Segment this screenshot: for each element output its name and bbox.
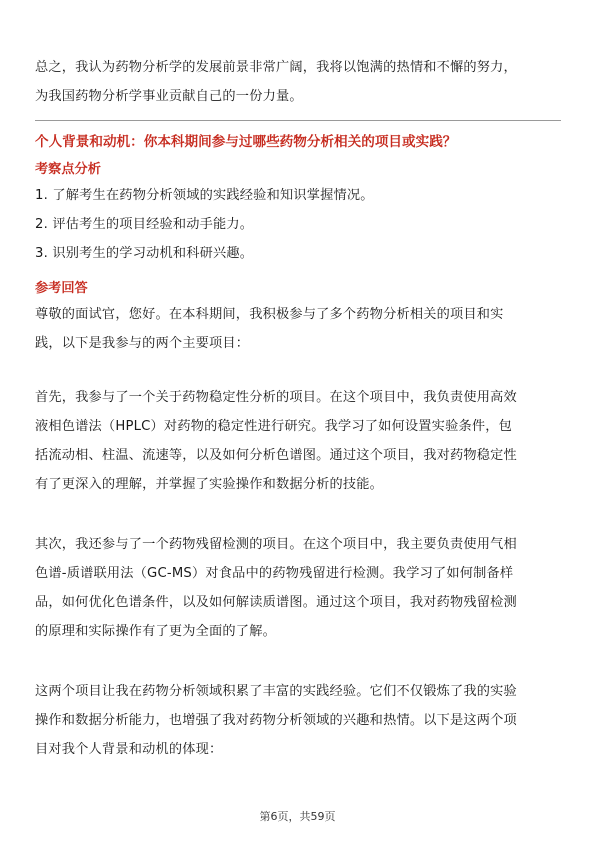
paragraph-line: 其次，我还参与了一个药物残留检测的项目。在这个项目中，我主要负责使用气相 (35, 537, 517, 552)
paragraph-line: 有了更深入的理解，并掌握了实验操作和数据分析的技能。 (35, 477, 384, 492)
page-number: 第6页，共59页 (259, 810, 336, 823)
paragraph-line: 液相色谱法（HPLC）对药物的稳定性进行研究。我学习了如何设置实验条件，包 (35, 419, 513, 434)
list-item: 1. 了解考生在药物分析领域的实践经验和知识掌握情况。 (35, 188, 374, 203)
answer-paragraph-3 (35, 530, 561, 646)
answer-paragraph-4 (35, 677, 561, 764)
intro-line: 为我国药物分析学事业贡献自己的一份力量。 (35, 89, 303, 104)
answer-heading: 参考回答 (35, 281, 88, 296)
paragraph-line: 色谱-质谱联用法（GC-MS）对食品中的药物残留进行检测。我学习了如何制备样 (35, 566, 514, 581)
paragraph-line: 这两个项目让我在药物分析领域积累了丰富的实践经验。它们不仅锻炼了我的实验 (35, 684, 517, 699)
intro-paragraph (35, 53, 561, 111)
analysis-list (35, 181, 561, 268)
section-divider (35, 120, 561, 121)
answer-paragraph-2 (35, 383, 561, 499)
paragraph-line: 首先，我参与了一个关于药物稳定性分析的项目。在这个项目中，我负责使用高效 (35, 390, 517, 405)
intro-line: 总之，我认为药物分析学的发展前景非常广阔，我将以饱满的热情和不懈的努力， (35, 60, 517, 75)
paragraph-line: 目对我个人背景和动机的体现： (35, 742, 223, 757)
paragraph-line: 品，如何优化色谱条件，以及如何解读质谱图。通过这个项目，我对药物残留检测 (35, 595, 517, 610)
answer-paragraph-1 (35, 300, 561, 358)
list-item: 2. 评估考生的项目经验和动手能力。 (35, 217, 254, 232)
analysis-heading: 考察点分析 (35, 162, 101, 177)
paragraph-line: 的原理和实际操作有了更为全面的了解。 (35, 624, 276, 639)
question-heading: 个人背景和动机：你本科期间参与过哪些药物分析相关的项目或实践？ (35, 134, 457, 150)
paragraph-line: 践，以下是我参与的两个主要项目： (35, 336, 250, 351)
list-item: 3. 识别考生的学习动机和科研兴趣。 (35, 246, 254, 261)
paragraph-line: 尊敬的面试官，您好。在本科期间，我积极参与了多个药物分析相关的项目和实 (35, 307, 504, 322)
paragraph-line: 操作和数据分析能力，也增强了我对药物分析领域的兴趣和热情。以下是这两个项 (35, 713, 517, 728)
paragraph-line: 括流动相、柱温、流速等，以及如何分析色谱图。通过这个项目，我对药物稳定性 (35, 448, 517, 463)
